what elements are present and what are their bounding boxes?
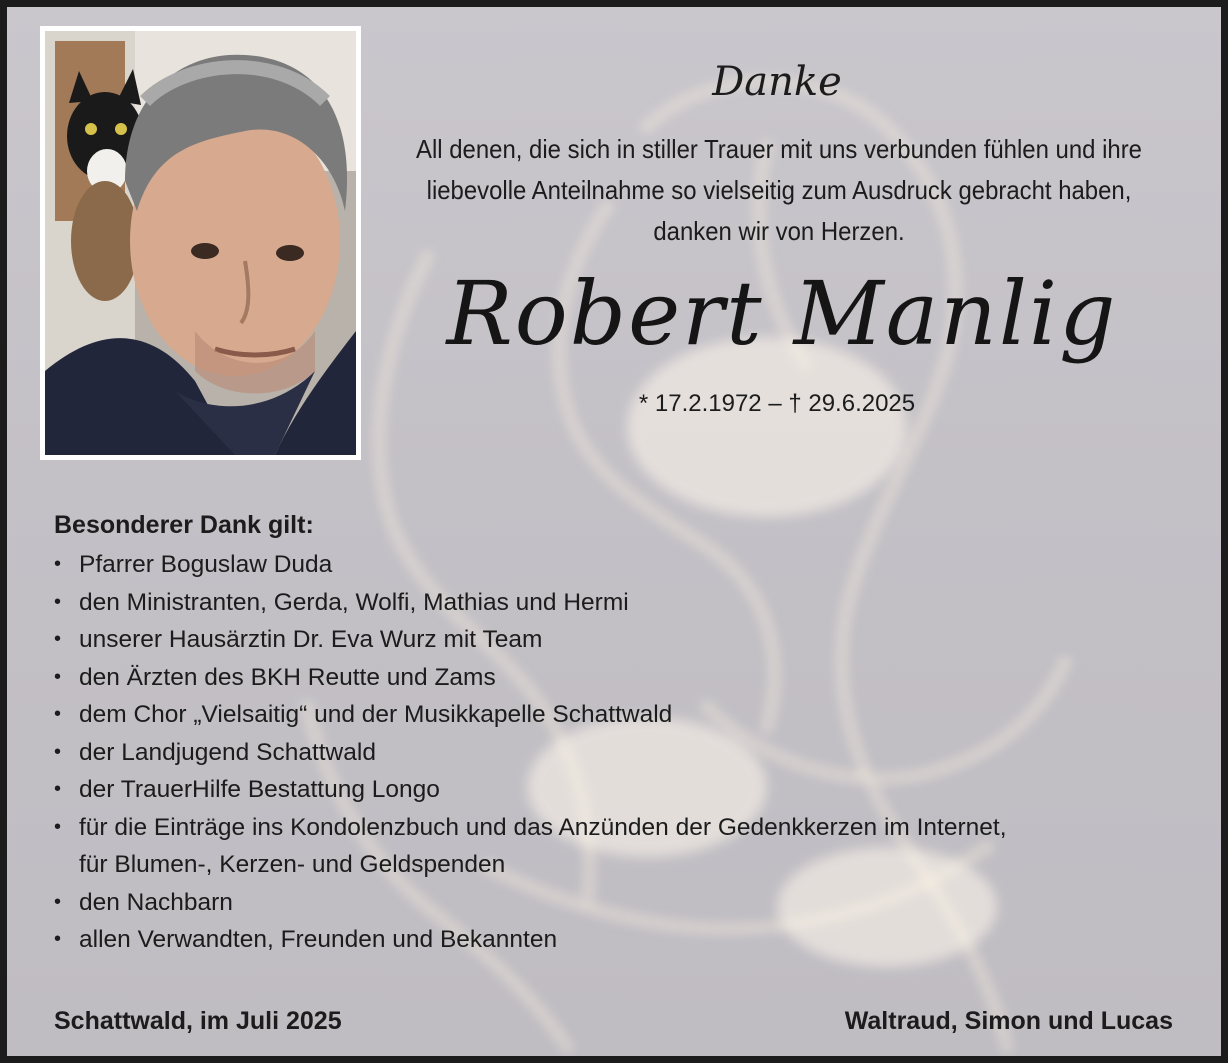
list-item — [54, 809, 1054, 884]
intro-line: danken wir von Herzen. — [653, 216, 905, 246]
list-item: • unserer Hausärztin Dr. Eva Wurz mit Team — [54, 621, 1054, 659]
thanks-list — [54, 546, 1054, 959]
intro-text — [400, 129, 1158, 252]
thanks-heading: Besonderer Dank gilt: — [54, 511, 314, 539]
list-item: • den Ärzten des BKH Reutte und Zams — [54, 659, 1054, 697]
intro-line: All denen, die sich in stiller Trauer mit uns verbunden fühlen und ihre — [416, 134, 1142, 164]
list-item: • der Landjugend Schattwald — [54, 734, 1054, 772]
list-item: • dem Chor „Vielsaitig“ und der Musikkapelle Schattwald — [54, 696, 1054, 734]
list-item-continuation: für Blumen-, Kerzen- und Geldspenden — [79, 851, 506, 878]
danke-heading: Danke — [712, 59, 842, 105]
list-item: • allen Verwandten, Freunden und Bekannten — [54, 921, 1054, 959]
deceased-name: Robert Manlig — [446, 262, 1118, 365]
place-date: Schattwald, im Juli 2025 — [54, 1007, 342, 1035]
portrait-photo — [45, 31, 356, 455]
life-dates: * 17.2.1972 – † 29.6.2025 — [638, 390, 916, 417]
portrait-photo-frame — [40, 26, 361, 460]
list-item: • der TrauerHilfe Bestattung Longo — [54, 771, 1054, 809]
list-item: • den Ministranten, Gerda, Wolfi, Mathias und Hermi — [54, 584, 1054, 622]
intro-line: liebevolle Anteilnahme so vielseitig zum Ausdruck gebracht haben, — [426, 175, 1132, 205]
signatories: Waltraud, Simon und Lucas — [844, 1007, 1173, 1035]
list-item: • den Nachbarn — [54, 884, 1054, 922]
list-item-line: für die Einträge ins Kondolenzbuch und das Anzünden der Gedenkkerzen im Internet, — [79, 813, 1007, 841]
list-item: • Pfarrer Boguslaw Duda — [54, 546, 1054, 584]
